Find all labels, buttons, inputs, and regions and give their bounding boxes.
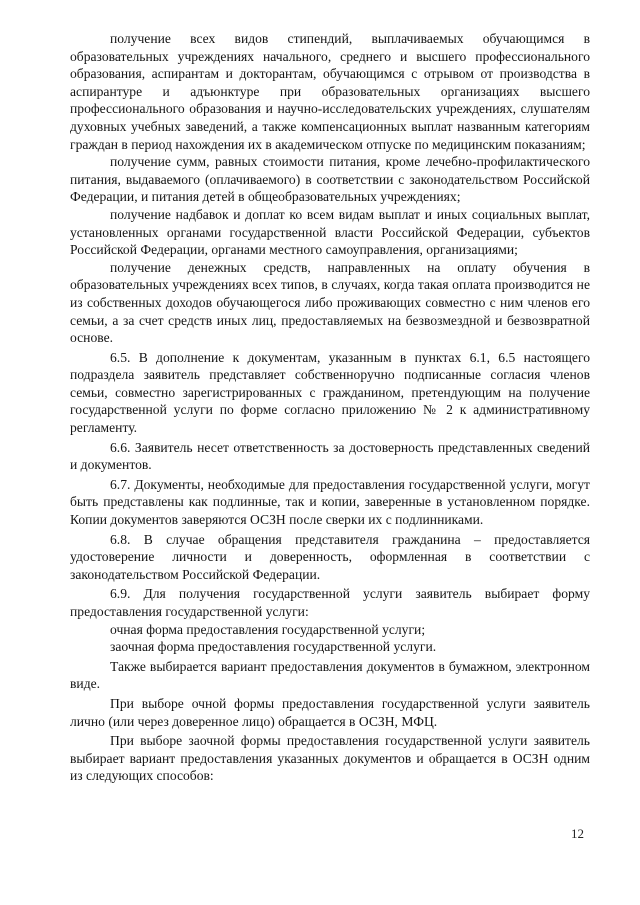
paragraph-6-8: 6.8. В случае обращения представителя гражданина – предоставляется удостоверение личности и доверенность, оформленная в соответствии с законодательством Российской Федерации. (70, 531, 590, 582)
paragraph-in-person-choice: При выборе очной формы предоставления государственной услуги заявитель лично (или через доверенное лицо) обращается в ОСЗН, МФЦ. (70, 695, 590, 729)
document-page (70, 30, 590, 785)
paragraph-allowances: получение надбавок и доплат ко всем видам выплат и иных социальных выплат, установленных органами государственной власти Российской Федерации, субъектов Российской Федерации, органами местного самоуправления, организациями; (70, 206, 590, 258)
paragraph-remote-choice: При выборе заочной формы предоставления государственной услуги заявитель выбирает вариант предоставления указанных документов и обращается в ОСЗН одним из следующих способов: (70, 733, 590, 784)
paragraph-meal-costs: получение сумм, равных стоимости питания, кроме лечебно-профилактического питания, выдаваемого (оплачиваемого) в соответствии с законодательством Российской Федерации, и питания детей в общеобразовательных учреждениях; (70, 154, 590, 205)
page-number: 12 (571, 826, 584, 841)
paragraph-6-9: 6.9. Для получения государственной услуги заявитель выбирает форму предоставления государственной услуги: (70, 586, 590, 619)
paragraph-6-7: 6.7. Документы, необходимые для предоставления государственной услуги, могут быть представлены как подлинные, так и копии, заверенные в установленном порядке. Копии документов заверяются ОСЗН после сверки их с подлинниками. (70, 476, 590, 528)
paragraph-document-format: Также выбирается вариант предоставления документов в бумажном, электронном виде. (70, 658, 590, 692)
paragraph-6-6: 6.6. Заявитель несет ответственность за достоверность представленных сведений и документов. (70, 439, 590, 473)
paragraph-tuition-funds: получение денежных средств, направленных на оплату обучения в образовательных учреждениях всех типов, в случаях, когда такая оплата производится не из собственных доходов обучающегося либо проживающих совместно с ним членов его семьи, а за счет средств иных лиц, предоставляемых на безвозмездной и безвозвратной основе. (70, 259, 590, 346)
list-item-remote-form: заочная форма предоставления государственной услуги. (110, 639, 437, 655)
paragraph-6-5: 6.5. В дополнение к документам, указанным в пунктах 6.1, 6.5 настоящего подраздела заявитель представляет собственноручно подписанные согласия членов семьи, совместно зарегистрированных с гражданином, претендующим на получение государственной услуги по форме согласно приложению № 2 к административному регламенту. (70, 349, 590, 436)
list-item-in-person-form: очная форма предоставления государственной услуги; (110, 621, 426, 637)
paragraph-stipends: получение всех видов стипендий, выплачиваемых обучающимся в образовательных учреждениях начального, среднего и высшего профессионального образования, аспирантам и докторантам, обучающимся с отрывом от производства в аспирантуре и адъюнктуре при образовательных организациях высшего профессионального образования и научно-исследовательских учреждениях, слушателям духовных учебных заведений, а также компенсационных выплат названным категориям граждан в период нахождения их в академическом отпуске по медицинским показаниям; (70, 31, 590, 152)
